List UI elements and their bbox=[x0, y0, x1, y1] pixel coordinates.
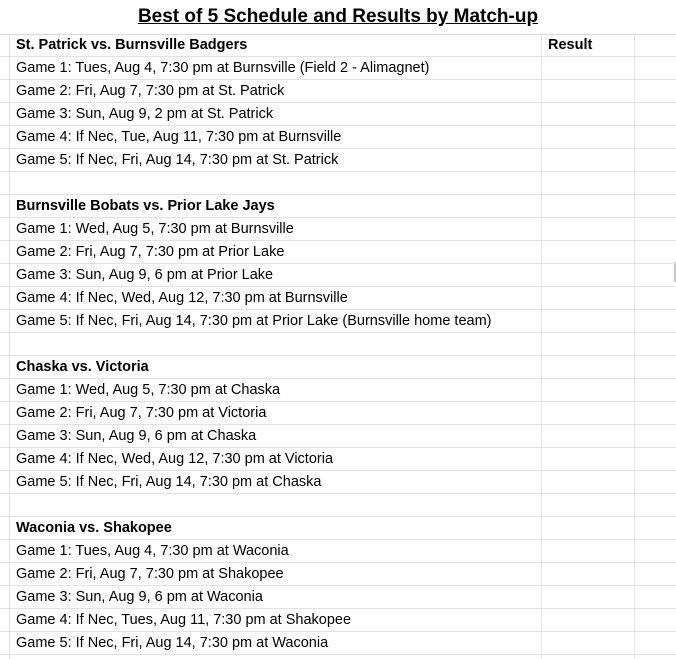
game-text: Game 5: If Nec, Fri, Aug 14, 7:30 pm at Chaska bbox=[16, 474, 322, 490]
game-text: Game 1: Tues, Aug 4, 7:30 pm at Burnsville (Field 2 - Alimagnet) bbox=[16, 60, 430, 76]
game-text: Game 5: If Nec, Fri, Aug 14, 7:30 pm at St. Patrick bbox=[16, 152, 339, 168]
game-row[interactable] bbox=[0, 563, 676, 586]
game-row[interactable] bbox=[0, 287, 676, 310]
game-text: Game 2: Fri, Aug 7, 7:30 pm at Victoria bbox=[16, 405, 267, 421]
game-text: Game 1: Wed, Aug 5, 7:30 pm at Chaska bbox=[16, 382, 281, 398]
game-text: Game 3: Sun, Aug 9, 6 pm at Waconia bbox=[16, 589, 263, 605]
game-text: Game 5: If Nec, Fri, Aug 14, 7:30 pm at Waconia bbox=[16, 635, 329, 651]
blank-row[interactable] bbox=[0, 172, 676, 195]
game-row[interactable] bbox=[0, 609, 676, 632]
matchup-title: Waconia vs. Shakopee bbox=[16, 520, 172, 536]
blank-row[interactable] bbox=[0, 333, 676, 356]
game-row[interactable] bbox=[0, 126, 676, 149]
blank-row[interactable] bbox=[0, 494, 676, 517]
game-row[interactable] bbox=[0, 103, 676, 126]
matchup-title: St. Patrick vs. Burnsville Badgers bbox=[16, 37, 248, 53]
game-text: Game 3: Sun, Aug 9, 6 pm at Chaska bbox=[16, 428, 257, 444]
title-row[interactable] bbox=[0, 0, 676, 35]
game-row[interactable] bbox=[0, 241, 676, 264]
game-row[interactable] bbox=[0, 310, 676, 333]
game-row[interactable] bbox=[0, 425, 676, 448]
game-text: Game 2: Fri, Aug 7, 7:30 pm at Shakopee bbox=[16, 566, 284, 582]
result-column-header: Result bbox=[548, 37, 593, 53]
game-row[interactable] bbox=[0, 264, 676, 287]
matchup-title: Burnsville Bobats vs. Prior Lake Jays bbox=[16, 198, 275, 214]
game-text: Game 5: If Nec, Fri, Aug 14, 7:30 pm at Prior Lake (Burnsville home team) bbox=[16, 313, 492, 329]
sheet-title: Best of 5 Schedule and Results by Match-up bbox=[137, 6, 539, 27]
matchup-header-row[interactable] bbox=[0, 195, 676, 218]
game-row[interactable] bbox=[0, 632, 676, 655]
game-text: Game 4: If Nec, Tue, Aug 11, 7:30 pm at Burnsville bbox=[16, 129, 342, 145]
game-row[interactable] bbox=[0, 57, 676, 80]
game-row[interactable] bbox=[0, 471, 676, 494]
game-text: Game 4: If Nec, Wed, Aug 12, 7:30 pm at Victoria bbox=[16, 451, 334, 467]
game-text: Game 3: Sun, Aug 9, 6 pm at Prior Lake bbox=[16, 267, 274, 283]
game-row[interactable] bbox=[0, 149, 676, 172]
game-text: Game 4: If Nec, Wed, Aug 12, 7:30 pm at Burnsville bbox=[16, 290, 348, 306]
game-text: Game 3: Sun, Aug 9, 2 pm at St. Patrick bbox=[16, 106, 274, 122]
game-text: Game 4: If Nec, Tues, Aug 11, 7:30 pm at Shakopee bbox=[16, 612, 352, 628]
matchup-header-row[interactable] bbox=[0, 517, 676, 540]
game-row[interactable] bbox=[0, 402, 676, 425]
matchup-header-row[interactable] bbox=[0, 356, 676, 379]
matchup-header-row[interactable] bbox=[0, 34, 676, 57]
game-row[interactable] bbox=[0, 448, 676, 471]
game-text: Game 2: Fri, Aug 7, 7:30 pm at Prior Lake bbox=[16, 244, 285, 260]
matchup-title: Chaska vs. Victoria bbox=[16, 359, 149, 375]
game-row[interactable] bbox=[0, 586, 676, 609]
game-row[interactable] bbox=[0, 218, 676, 241]
game-text: Game 1: Wed, Aug 5, 7:30 pm at Burnsville bbox=[16, 221, 294, 237]
game-row[interactable] bbox=[0, 379, 676, 402]
game-text: Game 2: Fri, Aug 7, 7:30 pm at St. Patrick bbox=[16, 83, 285, 99]
game-row[interactable] bbox=[0, 540, 676, 563]
game-text: Game 1: Tues, Aug 4, 7:30 pm at Waconia bbox=[16, 543, 289, 559]
game-row[interactable] bbox=[0, 80, 676, 103]
